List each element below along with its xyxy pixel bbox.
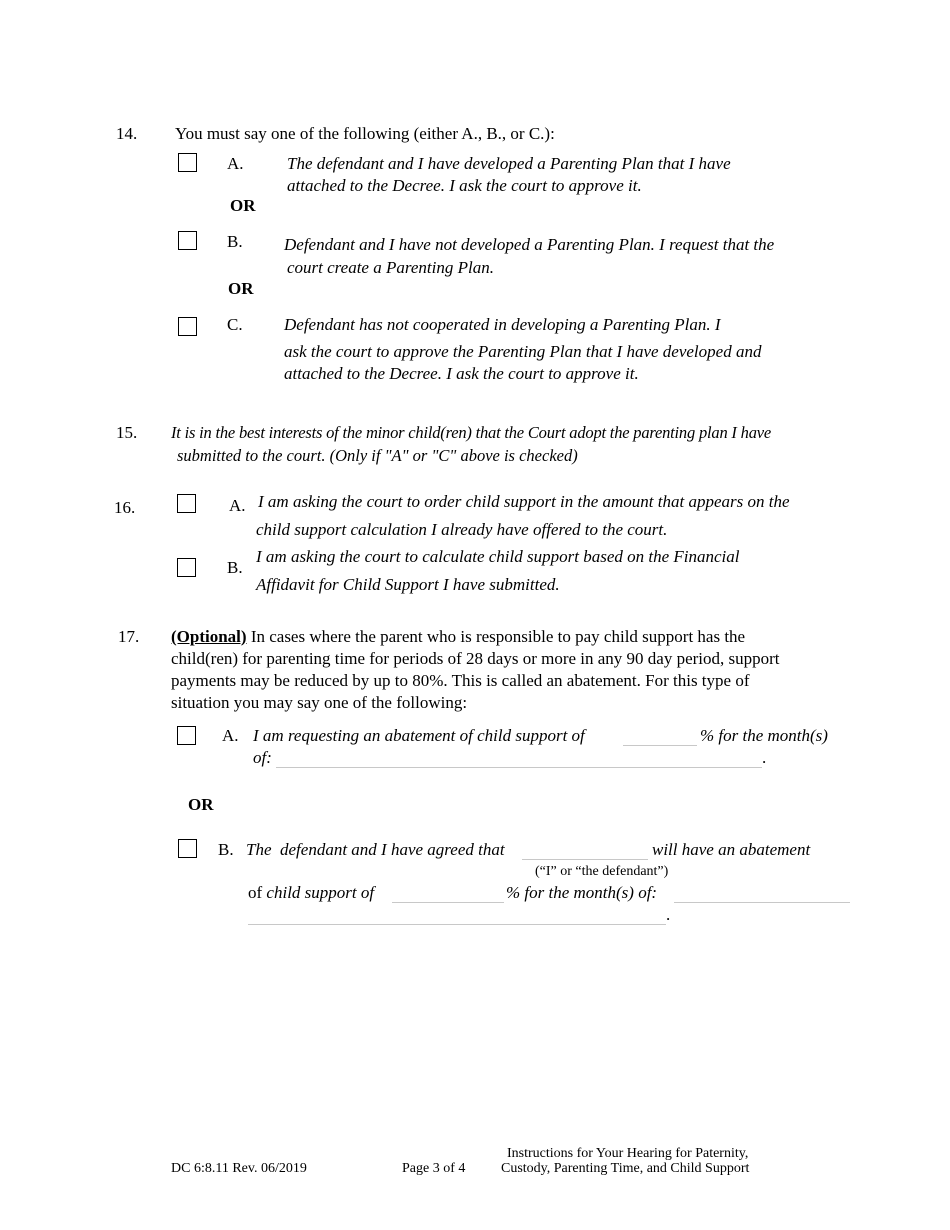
item-14-a-letter: A.: [227, 154, 244, 173]
item-14-b-text-line2: court create a Parenting Plan.: [287, 258, 494, 277]
item-17-b-text3: child support of: [266, 883, 375, 902]
item-17-b-percent-blank[interactable]: [392, 902, 504, 903]
item-14-b-letter: B.: [227, 232, 243, 251]
footer-title-line2: Custody, Parenting Time, and Child Support: [501, 1161, 750, 1176]
item-14-c-checkbox[interactable]: [178, 317, 197, 336]
item-14-or-1: OR: [230, 196, 256, 215]
item-17-a-period: .: [762, 748, 767, 767]
item-17-b-hint: (“I” or “the defendant”): [535, 864, 669, 879]
item-17-b-line2: [248, 883, 374, 903]
item-17-line2: child(ren) for parenting time for periods of 28 days or more in any 90 day period, support: [171, 649, 780, 668]
item-14-c-text-line3: attached to the Decree. I ask the court to approve it.: [284, 364, 639, 383]
item-14-b-text-line1: Defendant and I have not developed a Parenting Plan. I request that the: [284, 235, 775, 254]
item-17-b-who-blank[interactable]: [522, 859, 648, 860]
item-14-c-letter: C.: [227, 315, 243, 334]
item-17-b-months-blank-2[interactable]: [248, 924, 666, 925]
footer-title-line1: Instructions for Your Hearing for Paternity,: [507, 1146, 749, 1161]
item-14-b-checkbox[interactable]: [178, 231, 197, 250]
item-17-a-checkbox[interactable]: [177, 726, 196, 745]
item-17-number: 17.: [118, 627, 140, 646]
item-14-a-text-line1: The defendant and I have developed a Parenting Plan that I have: [287, 154, 731, 173]
item-17-or: OR: [188, 795, 214, 814]
item-16-b-letter: B.: [227, 558, 243, 577]
item-16-b-checkbox[interactable]: [177, 558, 196, 577]
item-14-a-checkbox[interactable]: [178, 153, 197, 172]
item-17-b-text4: % for the month(s) of:: [506, 883, 658, 902]
item-16-a-text-line1: I am asking the court to order child support in the amount that appears on the: [258, 492, 790, 511]
item-16-a-checkbox[interactable]: [177, 494, 196, 513]
item-17-b-period: .: [666, 905, 671, 924]
item-17-a-percent-blank[interactable]: [623, 745, 697, 746]
item-17-b-of: of: [248, 883, 263, 902]
item-14-or-2: OR: [228, 279, 254, 298]
item-16-b-text-line2: Affidavit for Child Support I have submitted.: [256, 575, 560, 594]
item-17-a-text1: I am requesting an abatement of child support of: [253, 726, 585, 745]
item-17-a-letter: A.: [222, 726, 239, 745]
optional-label: (Optional): [171, 627, 247, 646]
item-14-c-text-line1: Defendant has not cooperated in developing a Parenting Plan. I: [284, 315, 721, 334]
item-15-line2: submitted to the court. (Only if "A" or "C" above is checked): [177, 446, 578, 465]
item-17-b-checkbox[interactable]: [178, 839, 197, 858]
item-17-b-months-blank-1[interactable]: [674, 902, 850, 903]
item-15-number: 15.: [116, 423, 138, 442]
item-17-line3: payments may be reduced by up to 80%. This is called an abatement. For this type of: [171, 671, 750, 690]
item-17-b-text2: will have an abatement: [652, 840, 811, 859]
item-16-a-letter: A.: [229, 496, 246, 515]
item-17-b-letter: B.: [218, 840, 234, 859]
footer-form-id: DC 6:8.11 Rev. 06/2019: [171, 1161, 307, 1176]
item-16-b-text-line1: I am asking the court to calculate child support based on the Financial: [256, 547, 740, 566]
item-17-line1: [171, 627, 745, 647]
item-17-line1-text: In cases where the parent who is responsible to pay child support has the: [246, 627, 746, 646]
footer-page-number: Page 3 of 4: [402, 1161, 466, 1176]
item-16-number: 16.: [114, 498, 136, 517]
item-17-a-months-blank[interactable]: [276, 767, 762, 768]
item-17-a-text2: % for the month(s): [700, 726, 828, 745]
item-17-line4: situation you may say one of the following:: [171, 693, 468, 712]
item-14-intro: You must say one of the following (either A., B., or C.):: [175, 124, 555, 143]
item-16-a-text-line2: child support calculation I already have offered to the court.: [256, 520, 668, 539]
item-17-a-text3: of:: [253, 748, 272, 767]
item-14-c-text-line2: ask the court to approve the Parenting Plan that I have developed and: [284, 342, 762, 361]
item-14-a-text-line2: attached to the Decree. I ask the court to approve it.: [287, 176, 642, 195]
item-15-line1: It is in the best interests of the minor child(ren) that the Court adopt the parenting plan I have: [171, 423, 771, 442]
item-14-number: 14.: [116, 124, 138, 143]
item-17-b-text1: The defendant and I have agreed that: [246, 840, 505, 859]
